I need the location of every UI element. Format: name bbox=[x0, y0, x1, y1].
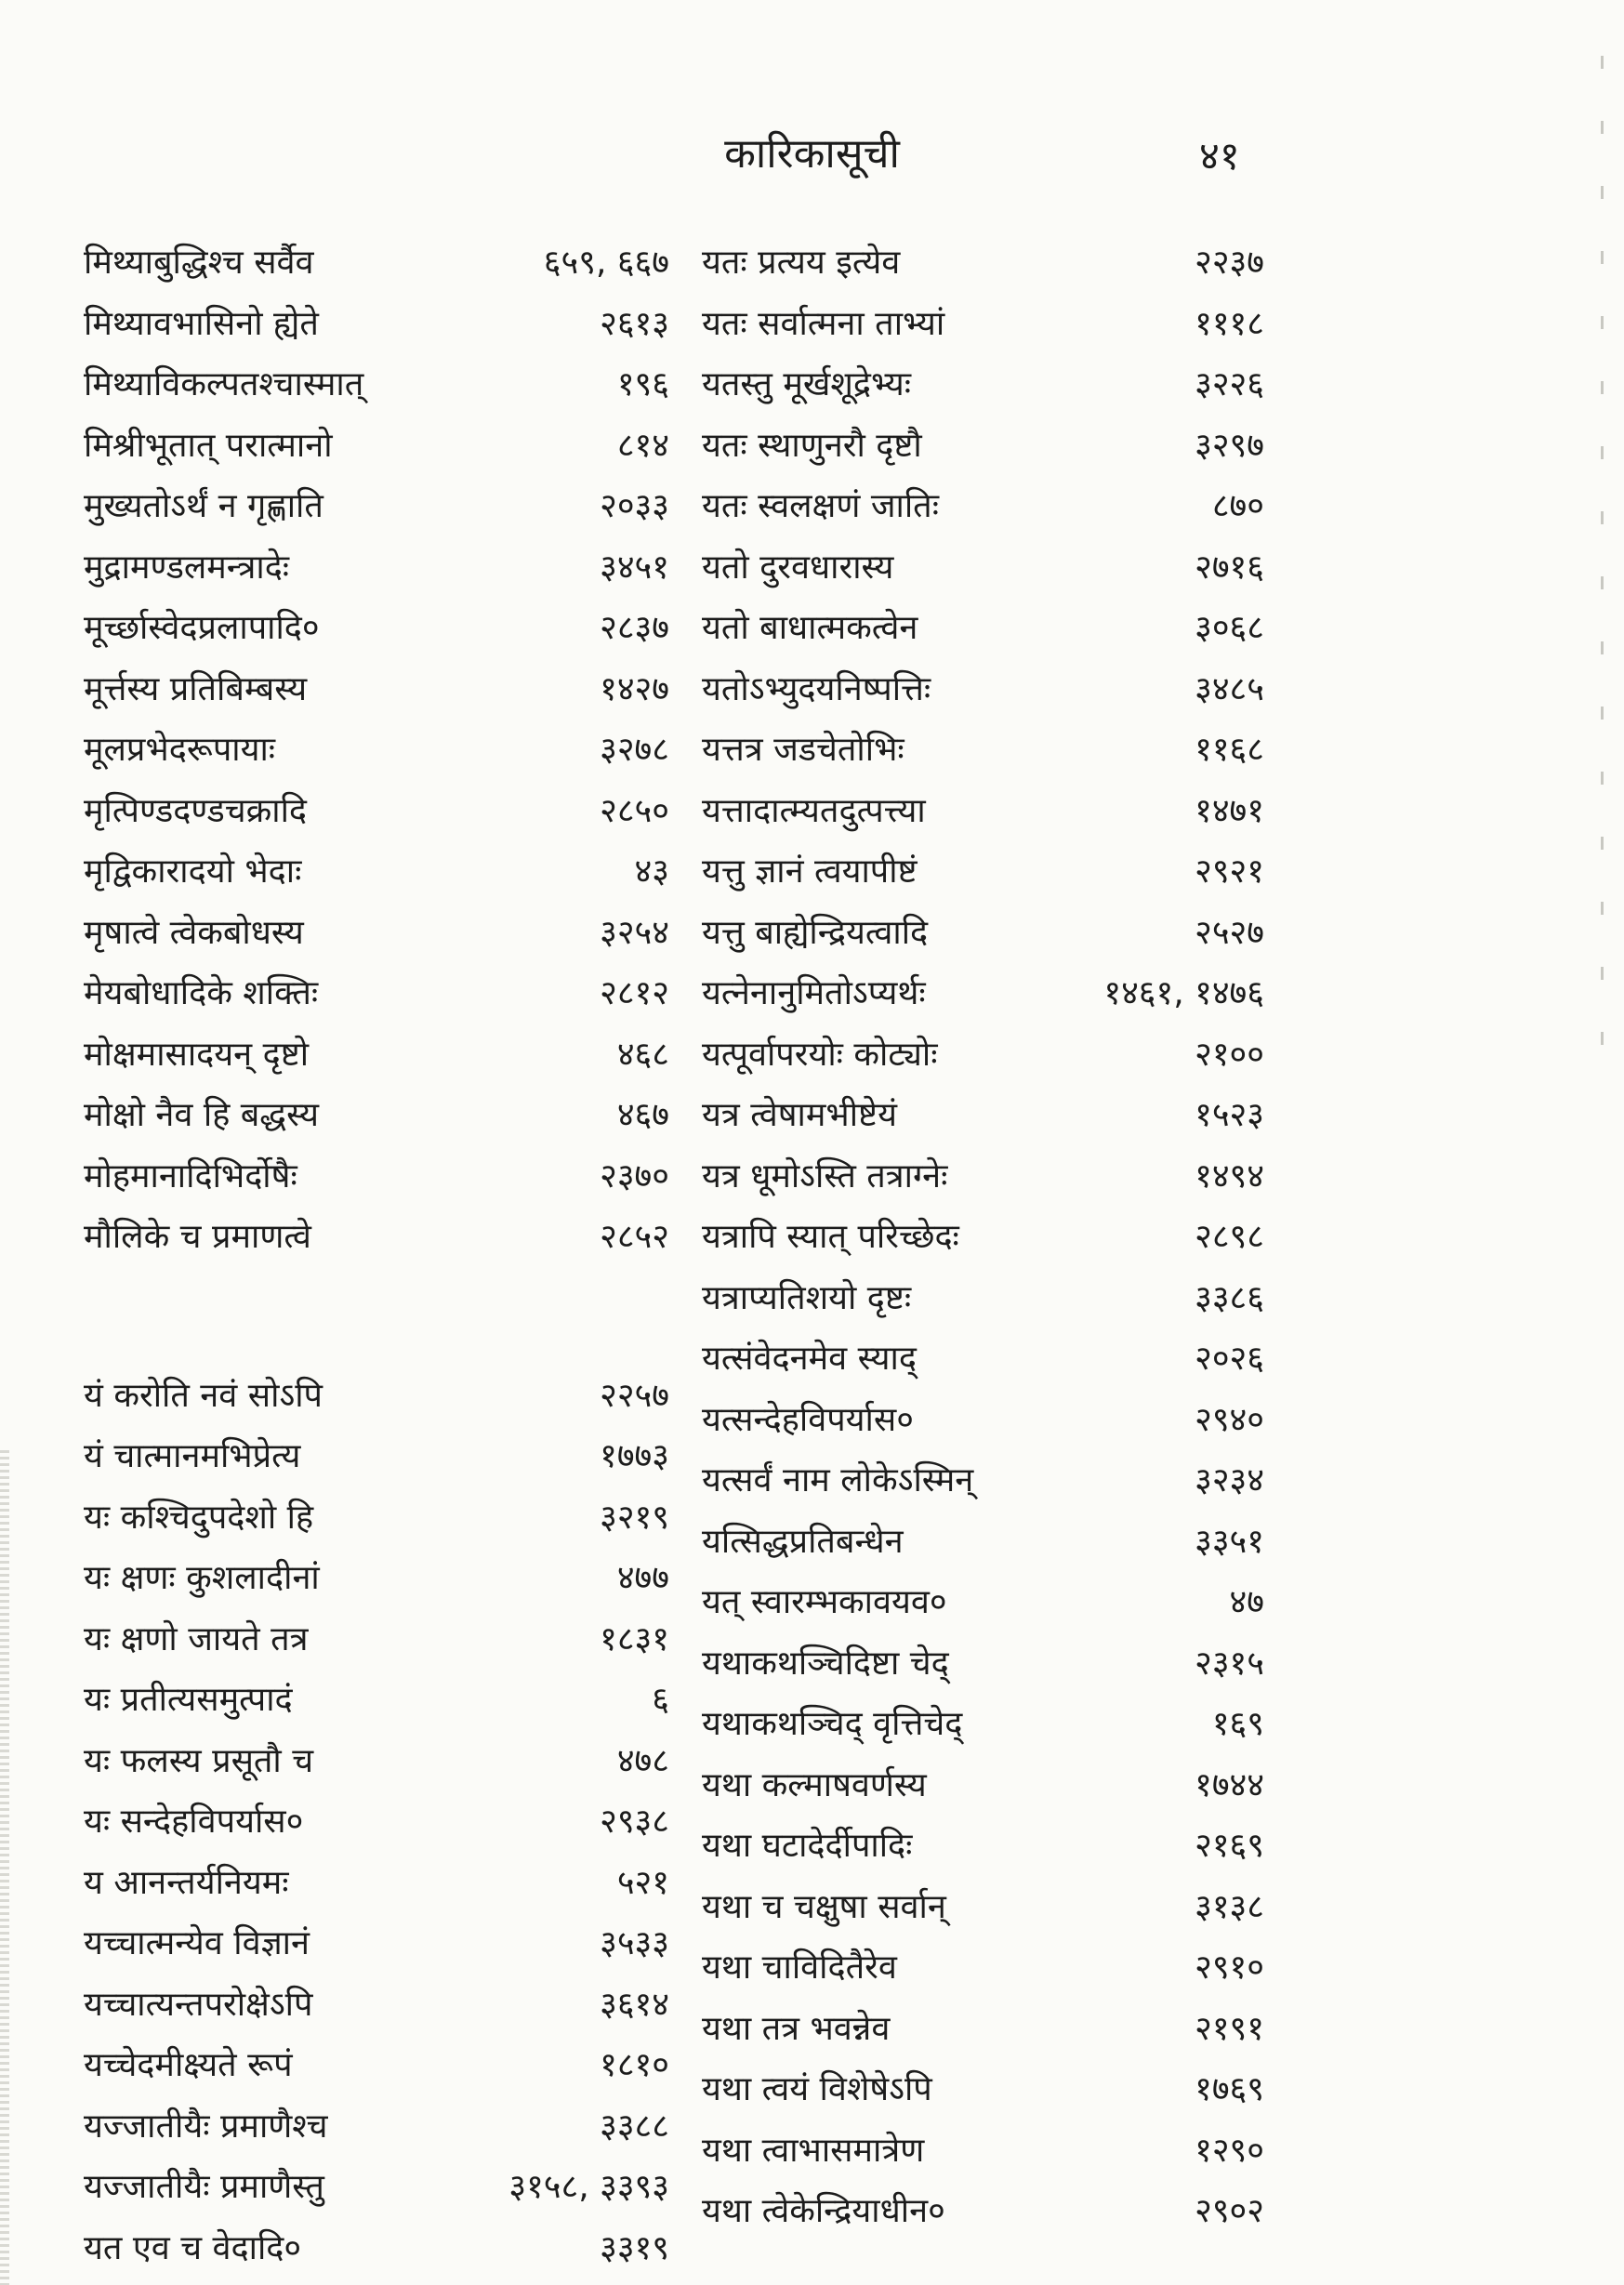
verse-number: २९१० bbox=[1195, 1948, 1264, 1987]
karika-text: य आनन्तर्यनियमः bbox=[84, 1863, 289, 1902]
karika-text: यः प्रतीत्यसमुत्पादं bbox=[84, 1681, 293, 1719]
index-entry bbox=[84, 1791, 669, 1853]
index-entry bbox=[702, 354, 1264, 416]
verse-number: १५२३ bbox=[1195, 1096, 1264, 1134]
verse-number: ६ bbox=[652, 1681, 669, 1719]
index-entry bbox=[702, 1390, 1264, 1451]
karika-text: यच्चेदमीक्ष्यते रूपं bbox=[84, 2046, 293, 2084]
index-entry bbox=[84, 903, 669, 964]
verse-number: १८३१ bbox=[600, 1619, 669, 1658]
karika-text: मोहमानादिभिर्दोषैः bbox=[84, 1156, 297, 1195]
index-entry bbox=[84, 476, 669, 537]
verse-number: १११८ bbox=[1195, 304, 1264, 343]
verse-number: ३२३४ bbox=[1195, 1461, 1264, 1499]
index-entry bbox=[702, 1755, 1264, 1816]
verse-number: ३०६८ bbox=[1195, 609, 1264, 647]
karika-text: यथा कल्माषवर्णस्य bbox=[702, 1765, 927, 1804]
karika-text: यतः स्वलक्षणं जातिः bbox=[702, 487, 939, 525]
scan-edge-right bbox=[1601, 56, 1604, 1078]
index-entry bbox=[84, 1548, 669, 1609]
index-entry bbox=[702, 1937, 1264, 1999]
right-column bbox=[702, 232, 1264, 2242]
karika-text: यत्र धूमोऽस्ति तत्राग्नेः bbox=[702, 1156, 948, 1195]
karika-text: यथाकथञ्चिदिष्टा चेद् bbox=[702, 1644, 949, 1683]
verse-number: १८१० bbox=[600, 2046, 669, 2084]
karika-text: यत्तादात्म्यतदुत्पत्त्या bbox=[702, 791, 926, 830]
karika-text: मौलिके च प्रमाणत्वे bbox=[84, 1218, 311, 1256]
verse-number: ८१४ bbox=[616, 426, 669, 465]
verse-number: ३३८८ bbox=[600, 2107, 669, 2146]
karika-text: यः क्षणो जायते तत्र bbox=[84, 1619, 309, 1658]
index-entry bbox=[702, 1146, 1264, 1208]
verse-number: ४७७ bbox=[616, 1559, 669, 1597]
verse-number: १४२७ bbox=[600, 669, 669, 708]
index-entry bbox=[84, 2035, 669, 2096]
karika-text: मूर्च्छास्वेदप्रलापादि० bbox=[84, 609, 320, 647]
index-entry bbox=[84, 1426, 669, 1487]
left-column bbox=[84, 232, 669, 2278]
verse-number: २१०० bbox=[1195, 1035, 1264, 1074]
index-entry bbox=[702, 1085, 1264, 1146]
karika-text: यत्संवेदनमेव स्याद् bbox=[702, 1340, 917, 1378]
karika-text: मिश्रीभूतात् परात्मानो bbox=[84, 426, 333, 465]
verse-number: २०२६ bbox=[1195, 1340, 1264, 1378]
index-entry bbox=[702, 841, 1264, 903]
verse-number: ४६८ bbox=[616, 1035, 669, 1074]
karika-text: यत् स्वारम्भकावयव० bbox=[702, 1583, 947, 1621]
index-entry bbox=[702, 903, 1264, 964]
page-title: कारिकासूची bbox=[724, 130, 900, 178]
verse-number: ३४८५ bbox=[1195, 669, 1264, 708]
karika-text: यत्नेनानुमितोऽप्यर्थः bbox=[702, 974, 926, 1012]
verse-number: ३२५४ bbox=[600, 913, 669, 952]
index-entry bbox=[702, 1268, 1264, 1329]
verse-number: ४३ bbox=[634, 852, 669, 891]
index-entry bbox=[84, 1853, 669, 1914]
index-entry bbox=[84, 1609, 669, 1671]
index-entry bbox=[702, 1207, 1264, 1268]
verse-number: १७६९ bbox=[1195, 2070, 1264, 2108]
karika-text: यत्सर्वं नाम लोकेऽस्मिन् bbox=[702, 1461, 974, 1499]
verse-number: ३१३८ bbox=[1195, 1887, 1264, 1926]
index-entry bbox=[84, 232, 669, 294]
karika-text: यथा च चक्षुषा सर्वान् bbox=[702, 1887, 946, 1926]
verse-number: २८५२ bbox=[600, 1218, 669, 1256]
left-group-2 bbox=[84, 1366, 669, 2279]
verse-number: २८९८ bbox=[1195, 1218, 1264, 1256]
index-entry bbox=[702, 232, 1264, 294]
karika-text: यत्सन्देहविपर्यास० bbox=[702, 1400, 914, 1439]
karika-text: यथा त्वयं विशेषेऽपि bbox=[702, 2070, 932, 2108]
verse-number: २१९१ bbox=[1195, 2009, 1264, 2048]
index-entry bbox=[84, 1670, 669, 1731]
index-entry bbox=[702, 1694, 1264, 1755]
index-entry bbox=[702, 1572, 1264, 1633]
index-entry bbox=[84, 354, 669, 416]
verse-number: २९४० bbox=[1195, 1400, 1264, 1439]
index-entry bbox=[702, 1633, 1264, 1695]
verse-number: ४६७ bbox=[616, 1096, 669, 1134]
verse-number: ३५३३ bbox=[600, 1924, 669, 1962]
karika-text: यत्राप्यतिशयो दृष्टः bbox=[702, 1278, 912, 1317]
karika-text: यच्चात्यन्तपरोक्षेऽपि bbox=[84, 1985, 313, 2024]
index-entry bbox=[84, 1085, 669, 1146]
karika-text: यत्तु ज्ञानं त्वयापीष्टं bbox=[702, 852, 918, 891]
index-entry bbox=[702, 1877, 1264, 1938]
verse-number: १४७१ bbox=[1195, 791, 1264, 830]
index-entry bbox=[702, 2120, 1264, 2182]
index-entry bbox=[84, 416, 669, 477]
karika-text: यथा त्वाभासमात्रेण bbox=[702, 2131, 925, 2170]
karika-text: यः कश्चिदुपदेशो हि bbox=[84, 1498, 314, 1537]
index-entry bbox=[84, 1731, 669, 1792]
index-entry bbox=[702, 1816, 1264, 1877]
index-entry bbox=[702, 1450, 1264, 1512]
verse-number: ४७ bbox=[1229, 1583, 1264, 1621]
verse-number: २५२७ bbox=[1195, 913, 1264, 952]
karika-text: मुख्यतोऽर्थं न गृह्णाति bbox=[84, 487, 323, 525]
index-entry bbox=[702, 1999, 1264, 2060]
index-entry bbox=[84, 2157, 669, 2218]
verse-number: ८७० bbox=[1211, 487, 1264, 525]
karika-text: मिथ्याविकल्पतश्चास्मात् bbox=[84, 365, 364, 403]
verse-number: २२३७ bbox=[1195, 244, 1264, 282]
index-entry bbox=[702, 476, 1264, 537]
index-entry bbox=[702, 598, 1264, 659]
index-entry bbox=[84, 841, 669, 903]
karika-text: यत्तत्र जडचेतोभिः bbox=[702, 731, 904, 769]
karika-text: यत्र त्वेषामभीष्टेयं bbox=[702, 1096, 897, 1134]
verse-number: ४७८ bbox=[616, 1741, 669, 1780]
index-entry bbox=[702, 1512, 1264, 1573]
group-gap bbox=[84, 1268, 669, 1366]
karika-text: यज्जातीयैः प्रमाणैश्च bbox=[84, 2107, 328, 2146]
index-entry bbox=[84, 2218, 669, 2279]
karika-text: मृद्विकारादयो भेदाः bbox=[84, 852, 302, 891]
index-entry bbox=[702, 1328, 1264, 1390]
index-entry bbox=[84, 2096, 669, 2158]
karika-text: मूलप्रभेदरूपायाः bbox=[84, 731, 276, 769]
karika-text: मृषात्वे त्वेकबोधस्य bbox=[84, 913, 304, 952]
karika-text: यतो दुरवधारास्य bbox=[702, 548, 894, 587]
index-entry bbox=[84, 1975, 669, 2036]
karika-text: मोक्षो नैव हि बद्धस्य bbox=[84, 1096, 319, 1134]
index-entry bbox=[84, 1207, 669, 1268]
index-entry bbox=[84, 659, 669, 720]
karika-text: यत्पूर्वापरयोः कोट्योः bbox=[702, 1035, 938, 1074]
karika-text: यत्रापि स्यात् परिच्छेदः bbox=[702, 1218, 959, 1256]
verse-number: २३१५ bbox=[1195, 1644, 1264, 1683]
karika-text: यः फलस्य प्रसूतौ च bbox=[84, 1741, 314, 1780]
karika-text: यः क्षणः कुशलादीनां bbox=[84, 1559, 320, 1597]
karika-text: मिथ्यावभासिनो ह्येते bbox=[84, 304, 319, 343]
karika-text: यतो बाधात्मकत्वेन bbox=[702, 609, 918, 647]
left-group-1 bbox=[84, 232, 669, 1268]
index-entry bbox=[702, 720, 1264, 781]
karika-text: यथा त्वेकेन्द्रियाधीन० bbox=[702, 2192, 945, 2230]
verse-number: ३४५१ bbox=[600, 548, 669, 587]
verse-number: २९३८ bbox=[600, 1803, 669, 1841]
verse-number: २२५७ bbox=[600, 1376, 669, 1415]
verse-number: २९०२ bbox=[1195, 2192, 1264, 2230]
verse-number: ५२१ bbox=[616, 1863, 669, 1902]
index-entry bbox=[84, 1146, 669, 1208]
verse-number: ३२९७ bbox=[1195, 426, 1264, 465]
index-entry bbox=[702, 963, 1264, 1024]
index-entry bbox=[84, 294, 669, 355]
karika-text: यतस्तु मूर्खशूद्रेभ्यः bbox=[702, 365, 912, 403]
verse-number: २८१२ bbox=[600, 974, 669, 1012]
verse-number: १४६१, १४७६ bbox=[1103, 974, 1264, 1012]
verse-number: ६५९, ६६७ bbox=[543, 244, 669, 282]
verse-number: १७४४ bbox=[1195, 1765, 1264, 1804]
karika-text: यत्सिद्धप्रतिबन्धेन bbox=[702, 1522, 904, 1561]
karika-text: यं चात्मानमभिप्रेत्य bbox=[84, 1437, 301, 1475]
index-entry bbox=[702, 294, 1264, 355]
index-entry bbox=[702, 781, 1264, 842]
verse-number: २८५० bbox=[600, 791, 669, 830]
verse-number: २९२१ bbox=[1195, 852, 1264, 891]
index-entry bbox=[84, 537, 669, 599]
verse-number: ३२२६ bbox=[1195, 365, 1264, 403]
scan-edge-left bbox=[0, 1450, 9, 2285]
index-entry bbox=[84, 1366, 669, 1427]
index-entry bbox=[702, 2181, 1264, 2242]
index-entry bbox=[84, 1487, 669, 1549]
karika-text: यः सन्देहविपर्यास० bbox=[84, 1803, 304, 1841]
verse-number: १२९० bbox=[1195, 2131, 1264, 2170]
verse-number: १६९ bbox=[1211, 1705, 1264, 1743]
verse-number: ३६१४ bbox=[600, 1985, 669, 2024]
verse-number: १७७३ bbox=[600, 1437, 669, 1475]
verse-number: १९६ bbox=[616, 365, 669, 403]
karika-text: यतः स्थाणुनरौ दृष्टौ bbox=[702, 426, 922, 465]
karika-text: यथा चाविदितैरेव bbox=[702, 1948, 897, 1987]
verse-number: २०३३ bbox=[600, 487, 669, 525]
verse-number: ३३८६ bbox=[1195, 1278, 1264, 1317]
karika-text: मूर्त्तस्य प्रतिबिम्बस्य bbox=[84, 669, 308, 708]
verse-number: २६१३ bbox=[600, 304, 669, 343]
verse-number: ३२७८ bbox=[600, 731, 669, 769]
karika-text: मुद्रामण्डलमन्त्रादेः bbox=[84, 548, 290, 587]
index-entry bbox=[702, 1024, 1264, 1086]
index-entry bbox=[702, 659, 1264, 720]
karika-text: यतः सर्वात्मना ताभ्यां bbox=[702, 304, 945, 343]
index-entry bbox=[702, 537, 1264, 599]
page-number: ४१ bbox=[1199, 133, 1240, 178]
karika-text: मृत्पिण्डदण्डचक्रादि bbox=[84, 791, 308, 830]
karika-text: मिथ्याबुद्धिश्च सर्वैव bbox=[84, 244, 314, 282]
karika-text: मोक्षमासादयन् दृष्टो bbox=[84, 1035, 310, 1074]
index-entry bbox=[84, 720, 669, 781]
verse-number: ३१५८, ३३९३ bbox=[508, 2168, 669, 2206]
index-entry bbox=[702, 2059, 1264, 2120]
verse-number: २७१६ bbox=[1195, 548, 1264, 587]
karika-text: यतः प्रत्यय इत्येव bbox=[702, 244, 901, 282]
verse-number: २१६९ bbox=[1195, 1827, 1264, 1865]
index-entry bbox=[84, 598, 669, 659]
index-entry bbox=[84, 963, 669, 1024]
verse-number: ११६८ bbox=[1195, 731, 1264, 769]
verse-number: ३२१९ bbox=[600, 1498, 669, 1537]
karika-text: यं करोति नवं सोऽपि bbox=[84, 1376, 323, 1415]
karika-text: यथा तत्र भवन्नेव bbox=[702, 2009, 891, 2048]
karika-text: यत एव च वेदादि० bbox=[84, 2228, 302, 2267]
karika-text: यज्जातीयैः प्रमाणैस्तु bbox=[84, 2168, 324, 2206]
index-entry bbox=[84, 1913, 669, 1975]
verse-number: १४९४ bbox=[1195, 1156, 1264, 1195]
verse-number: २८३७ bbox=[600, 609, 669, 647]
index-entry bbox=[702, 416, 1264, 477]
verse-number: २३७० bbox=[600, 1156, 669, 1195]
verse-number: ३३१९ bbox=[600, 2228, 669, 2267]
index-entry bbox=[84, 781, 669, 842]
karika-text: यथा घटादेर्दीपादिः bbox=[702, 1827, 913, 1865]
karika-text: मेयबोधादिके शक्तिः bbox=[84, 974, 319, 1012]
karika-text: यथाकथञ्चिद् वृत्तिचेद् bbox=[702, 1705, 963, 1743]
karika-text: यत्तु बाह्येन्द्रियत्वादि bbox=[702, 913, 929, 952]
index-entry bbox=[84, 1024, 669, 1086]
karika-text: यच्चात्मन्येव विज्ञानं bbox=[84, 1924, 310, 1962]
verse-number: ३३५१ bbox=[1195, 1522, 1264, 1561]
karika-text: यतोऽभ्युदयनिष्पत्तिः bbox=[702, 669, 931, 708]
